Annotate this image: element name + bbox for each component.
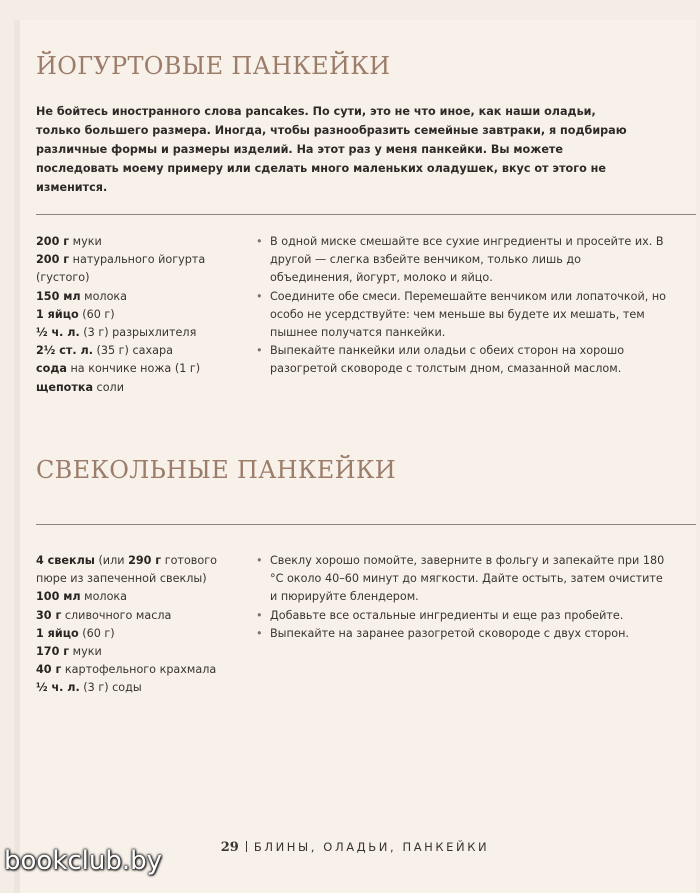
ingredient-item: 200 г натурального йогурта (густого) xyxy=(36,253,206,285)
watermark-logo: bookclub.by xyxy=(4,846,163,876)
ingredient-item: 4 свеклы (или 290 г готового пюре из запеченной свеклы) xyxy=(36,554,217,586)
step-item: • Соедините обе смеси. Перемешайте венчиком или лопаточкой, но особо не усердствуйте: чем меньше вы будете их мешать, тем пышнее получатся панкейки. xyxy=(256,288,666,343)
step-item: • Выпекайте панкейки или оладьи с обеих сторон на хорошо разогретой сковороде с толстым дном, смазанной маслом. xyxy=(256,342,666,378)
ingredient-item: 200 г муки xyxy=(36,235,102,248)
recipe-intro: Не бойтесь иностранного слова pancakes. По сути, это не что иное, как наши оладьи, только большего размера. Иногда, чтобы разнообразить семейные завтраки, я подбираю различные формы и размеры изделий. На этот раз у меня панкейки. Вы можете последовать моему примеру или сделать много маленьких оладушек, вкус от этого не изменится. xyxy=(36,105,627,194)
section-divider xyxy=(36,524,696,525)
ingredient-item: 150 мл молока xyxy=(36,289,128,303)
ingredient-item: 30 г сливочного масла xyxy=(36,608,172,622)
ingredient-item: 100 мл молока xyxy=(36,590,128,604)
book-page xyxy=(14,20,696,893)
footer-separator xyxy=(246,841,247,852)
step-item: • Выпекайте на заранее разогретой сковороде с двух сторон. xyxy=(256,625,666,643)
steps-list-yogurt xyxy=(256,233,666,379)
ingredient-item: 1 яйцо (60 г) xyxy=(36,626,115,640)
step-item: • Свеклу хорошо помойте, заверните в фольгу и запекайте при 180 °С около 40–60 минут до мягкости. Дайте остыть, затем очистите и пюрируйте блендером. xyxy=(256,552,666,607)
ingredient-item: 1 яйцо (60 г) xyxy=(36,307,115,321)
recipe-title-beet: СВЕКОЛЬНЫЕ ПАНКЕЙКИ xyxy=(36,456,396,484)
chapter-title: БЛИНЫ, ОЛАДЬИ, ПАНКЕЙКИ xyxy=(253,840,490,854)
ingredient-item: щепотка соли xyxy=(36,380,124,394)
ingredient-item: 40 г картофельного крахмала xyxy=(36,663,217,677)
ingredient-item: 2½ ст. л. (35 г) сахара xyxy=(36,344,173,358)
step-item: • Добавьте все остальные ингредиенты и еще раз пробейте. xyxy=(256,607,666,625)
page-edge xyxy=(14,20,20,893)
section-divider xyxy=(36,214,696,215)
ingredient-item: ½ ч. л. (3 г) соды xyxy=(36,681,142,695)
step-item: • В одной миске смешайте все сухие ингредиенты и просейте их. В другой — слегка взбейте венчиком, только лишь до объединения, йогурт, молоко и яйцо. xyxy=(256,233,666,288)
steps-list-beet xyxy=(256,552,666,643)
ingredient-item: 170 г муки xyxy=(36,645,102,659)
recipe-title-yogurt: ЙОГУРТОВЫЕ ПАНКЕЙКИ xyxy=(36,52,391,80)
ingredient-item: ½ ч. л. (3 г) разрыхлителя xyxy=(36,326,197,340)
ingredients-list-beet xyxy=(36,552,238,698)
page-number: 29 xyxy=(220,840,239,855)
ingredients-list-yogurt xyxy=(36,233,238,397)
ingredient-item: сода на кончике ножа (1 г) xyxy=(36,362,201,376)
